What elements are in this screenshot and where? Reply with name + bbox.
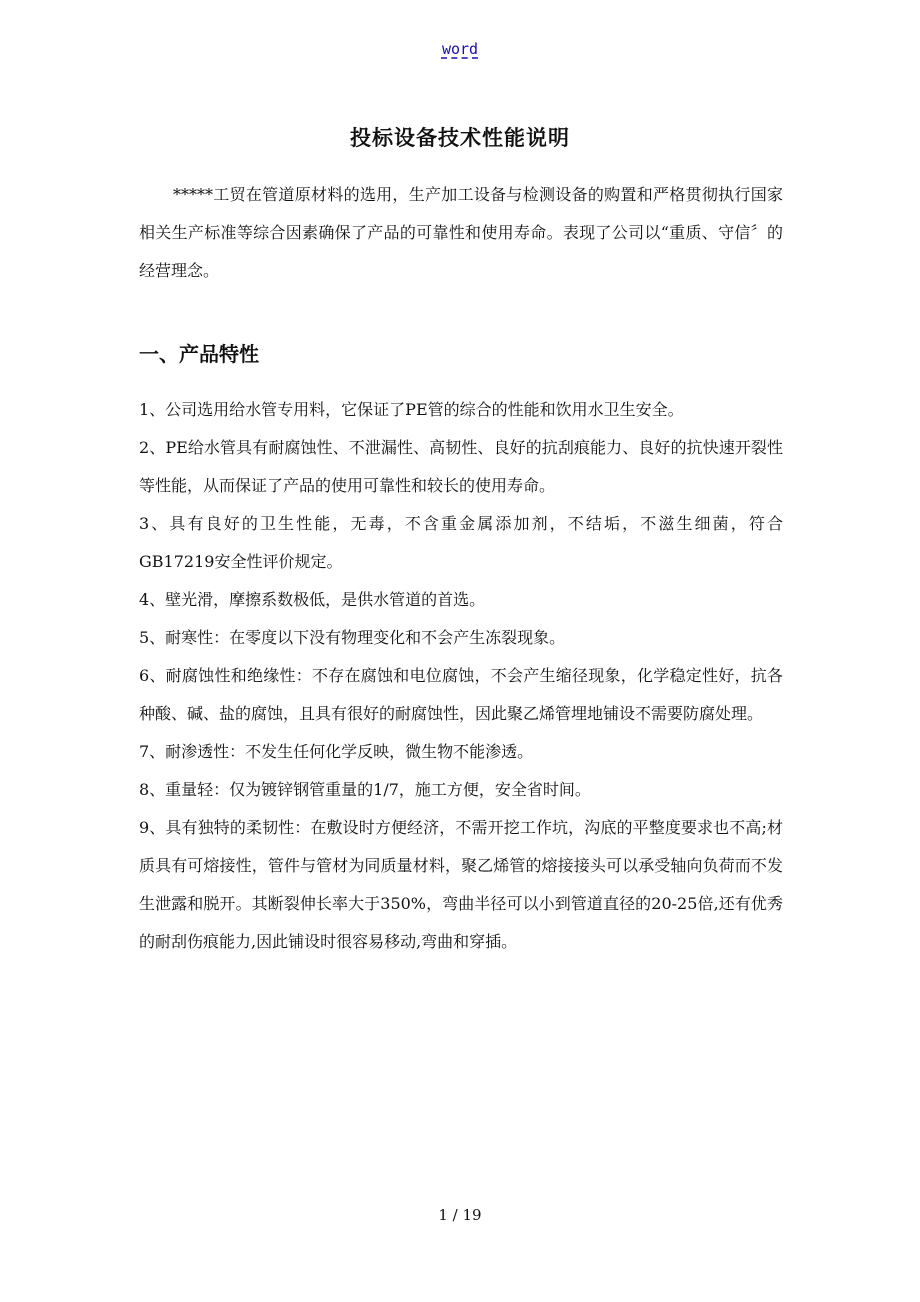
feature-item-5: 5、耐寒性：在零度以下没有物理变化和不会产生冻裂现象。: [139, 628, 566, 647]
feature-item-2: 2、PE给水管具有耐腐蚀性、不泄漏性、高韧性、良好的抗刮痕能力、良好的抗快速开裂性等性能，从而保证了产品的使用可靠性和较长的使用寿命。: [139, 438, 783, 495]
feature-list: [139, 391, 783, 961]
section-heading-product-features: 一、产品特性: [139, 342, 259, 366]
feature-item-4: 4、壁光滑，摩擦系数极低，是供水管道的首选。: [139, 590, 486, 609]
document-body: [139, 176, 783, 951]
page-number: 1 / 19: [438, 1206, 482, 1224]
intro-paragraph: *****工贸在管道原材料的选用，生产加工设备与检测设备的购置和严格贯彻执行国家相关生产标准等综合因素确保了产品的可靠性和使用寿命。表现了公司以“重质、守信〞的经营理念。: [139, 185, 783, 280]
feature-item-3: 3、具有良好的卫生性能，无毒，不含重金属添加剂，不结垢，不滋生细菌，符合GB17219安全性评价规定。: [139, 514, 783, 571]
feature-item-7: 7、耐渗透性：不发生任何化学反映，微生物不能渗透。: [139, 742, 534, 761]
header-word-link[interactable]: word: [441, 40, 479, 58]
feature-item-9: 9、具有独特的柔韧性：在敷设时方便经济，不需开挖工作坑，沟底的平整度要求也不高;材质具有可熔接性，管件与管材为同质量材料，聚乙烯管的熔接接头可以承受轴向负荷而不发生泄露和脱开。其断裂伸长率大于350%，弯曲半径可以小到管道直径的20-25倍,还有优秀的耐刮伤痕能力,因此铺设时很容易移动,弯曲和穿插。: [139, 818, 783, 951]
feature-item-6: 6、耐腐蚀性和绝缘性：不存在腐蚀和电位腐蚀，不会产生缩径现象，化学稳定性好，抗各种酸、碱、盐的腐蚀，且具有很好的耐腐蚀性，因此聚乙烯管埋地铺设不需要防腐处理。: [139, 666, 783, 723]
feature-item-1: 1、公司选用给水管专用料，它保证了PE管的综合的性能和饮用水卫生安全。: [139, 400, 684, 419]
document-title: 投标设备技术性能说明: [350, 125, 570, 150]
feature-item-8: 8、重量轻：仅为镀锌钢管重量的1/7，施工方便，安全省时间。: [139, 780, 591, 799]
